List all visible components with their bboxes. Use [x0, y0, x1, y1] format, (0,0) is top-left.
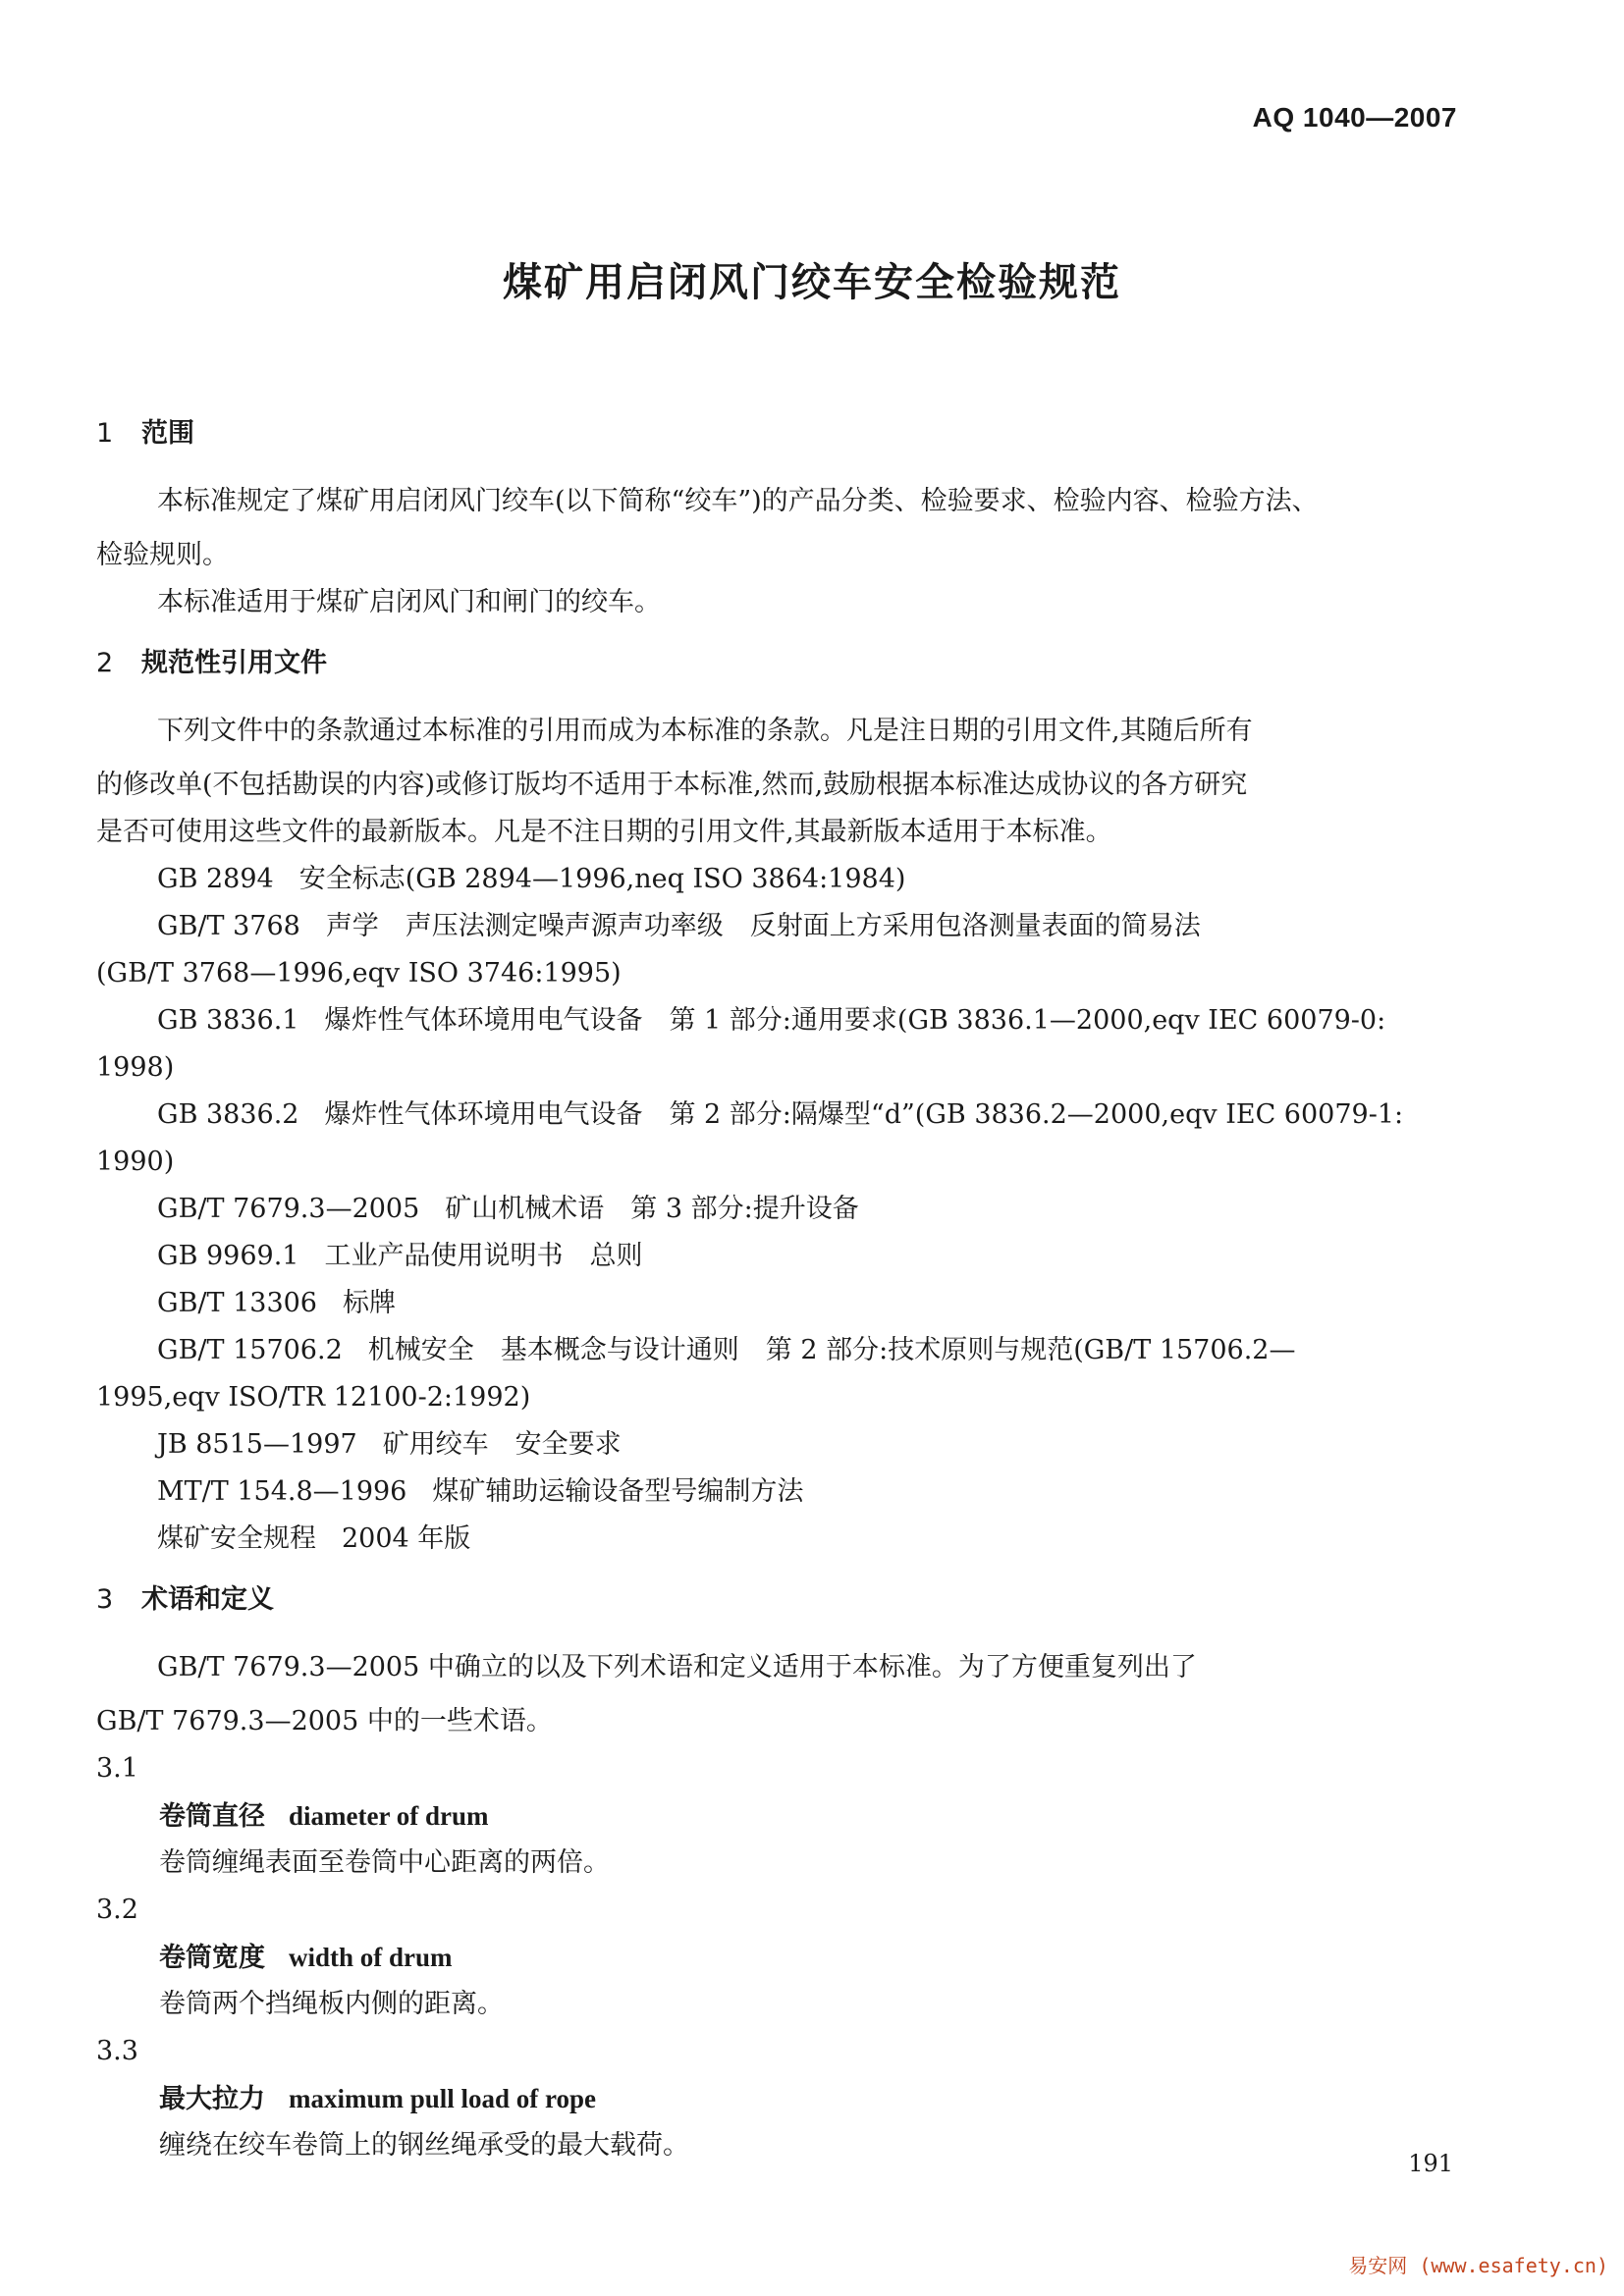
- reference-title: 2004 年版: [342, 1523, 471, 1554]
- reference-code: GB/T 13306: [157, 1288, 317, 1318]
- reference-title: 标牌: [343, 1288, 396, 1318]
- reference-item: [96, 1186, 1461, 1233]
- document-title: 煤矿用启闭风门绞车安全检验规范: [503, 260, 1121, 305]
- reference-item: [96, 1421, 1461, 1468]
- term-number: 3.1: [96, 1753, 138, 1784]
- reference-code: GB 3836.2: [157, 1099, 299, 1130]
- reference-title: 煤矿辅助运输设备型号编制方法: [432, 1476, 804, 1507]
- paragraph-line: 本标准适用于煤矿启闭风门和闸门的绞车。: [157, 587, 661, 617]
- section-number: 3: [96, 1584, 114, 1615]
- term-entry: [96, 1792, 1461, 1840]
- reference-code: MT/T 154.8—1996: [157, 1476, 407, 1507]
- reference-title: 工业产品使用说明书 总则: [324, 1241, 643, 1271]
- term-number: 3.2: [96, 1895, 138, 1925]
- section-title: 范围: [141, 418, 194, 449]
- reference-item: [96, 1092, 1461, 1139]
- reference-code: GB 2894: [157, 864, 274, 894]
- reference-title: 爆炸性气体环境用电气设备 第 2 部分:隔爆型“d”(GB 3836.2—2000,eqv IEC 60079-1:: [324, 1099, 1404, 1130]
- section-number: 1: [96, 418, 114, 449]
- page-number: 191: [1408, 2150, 1453, 2177]
- reference-item: [96, 1516, 1461, 1563]
- section-heading-2: [96, 640, 1461, 687]
- term-name-zh: 卷筒宽度: [159, 1943, 265, 1973]
- term-definition: 卷筒两个挡绳板内侧的距离。: [159, 1989, 504, 2019]
- reference-continuation: 1998): [96, 1052, 175, 1083]
- term-number: 3.3: [96, 2036, 138, 2066]
- reference-title: 矿用绞车 安全要求: [382, 1429, 622, 1460]
- standard-number: AQ 1040—2007: [1252, 102, 1457, 133]
- reference-item: [96, 903, 1461, 950]
- reference-continuation: (GB/T 3768—1996,eqv ISO 3746:1995): [96, 958, 622, 988]
- reference-continuation: 1990): [96, 1147, 175, 1177]
- paragraph-line: GB/T 7679.3—2005 中确立的以及下列术语和定义适用于本标准。为了方便重复列出了: [157, 1652, 1197, 1682]
- section-heading-3: [96, 1576, 1461, 1624]
- paragraph-line: GB/T 7679.3—2005 中的一些术语。: [96, 1706, 553, 1736]
- reference-code: GB/T 7679.3—2005: [157, 1194, 420, 1224]
- paragraph-line: 是否可使用这些文件的最新版本。凡是不注日期的引用文件,其最新版本适用于本标准。: [96, 817, 1112, 847]
- section-heading-1: [96, 410, 1461, 457]
- reference-continuation: 1995,eqv ISO/TR 12100-2:1992): [96, 1382, 531, 1413]
- reference-code: GB 9969.1: [157, 1241, 299, 1271]
- term-name-zh: 卷筒直径: [159, 1801, 265, 1832]
- reference-code: GB/T 15706.2: [157, 1335, 343, 1365]
- reference-item: [96, 997, 1461, 1044]
- reference-item: [96, 1327, 1461, 1374]
- paragraph-line: 检验规则。: [96, 540, 229, 570]
- reference-title: 爆炸性气体环境用电气设备 第 1 部分:通用要求(GB 3836.1—2000,eqv IEC 60079-0:: [324, 1005, 1386, 1036]
- reference-code: GB 3836.1: [157, 1005, 299, 1036]
- reference-code: GB/T 3768: [157, 911, 300, 941]
- term-name-en: width of drum: [289, 1943, 453, 1972]
- reference-item: [96, 1468, 1461, 1516]
- reference-title: 矿山机械术语 第 3 部分:提升设备: [445, 1194, 859, 1224]
- term-name-en: maximum pull load of rope: [289, 2084, 597, 2113]
- term-entry: [96, 1934, 1461, 1981]
- paragraph-line: 下列文件中的条款通过本标准的引用而成为本标准的条款。凡是注日期的引用文件,其随后所有: [157, 716, 1253, 746]
- section-number: 2: [96, 648, 114, 678]
- reference-title: 机械安全 基本概念与设计通则 第 2 部分:技术原则与规范(GB/T 15706.2—: [367, 1335, 1296, 1365]
- term-definition: 缠绕在绞车卷筒上的钢丝绳承受的最大载荷。: [159, 2130, 689, 2161]
- term-name-en: diameter of drum: [289, 1801, 489, 1831]
- reference-title: 声学 声压法测定噪声源声功率级 反射面上方采用包洛测量表面的简易法: [325, 911, 1201, 941]
- reference-title: 安全标志(GB 2894—1996,neq ISO 3864:1984): [298, 864, 906, 894]
- paragraph-line: 本标准规定了煤矿用启闭风门绞车(以下简称“绞车”)的产品分类、检验要求、检验内容、检验方法、: [157, 486, 1319, 516]
- paragraph-line: 的修改单(不包括勘误的内容)或修订版均不适用于本标准,然而,鼓励根据本标准达成协议的各方研究: [96, 770, 1248, 800]
- reference-item: [96, 1233, 1461, 1280]
- reference-item: [96, 856, 1461, 903]
- term-entry: [96, 2075, 1461, 2122]
- reference-code: JB 8515—1997: [157, 1429, 357, 1460]
- section-title: 规范性引用文件: [141, 648, 327, 678]
- site-watermark: 易安网 (www.esafety.cn): [1348, 2254, 1608, 2277]
- section-title: 术语和定义: [141, 1584, 274, 1615]
- document-body: [96, 397, 1461, 2169]
- reference-code: 煤矿安全规程: [157, 1523, 316, 1554]
- term-name-zh: 最大拉力: [159, 2084, 265, 2114]
- reference-item: [96, 1280, 1461, 1327]
- term-definition: 卷筒缠绳表面至卷筒中心距离的两倍。: [159, 1847, 610, 1878]
